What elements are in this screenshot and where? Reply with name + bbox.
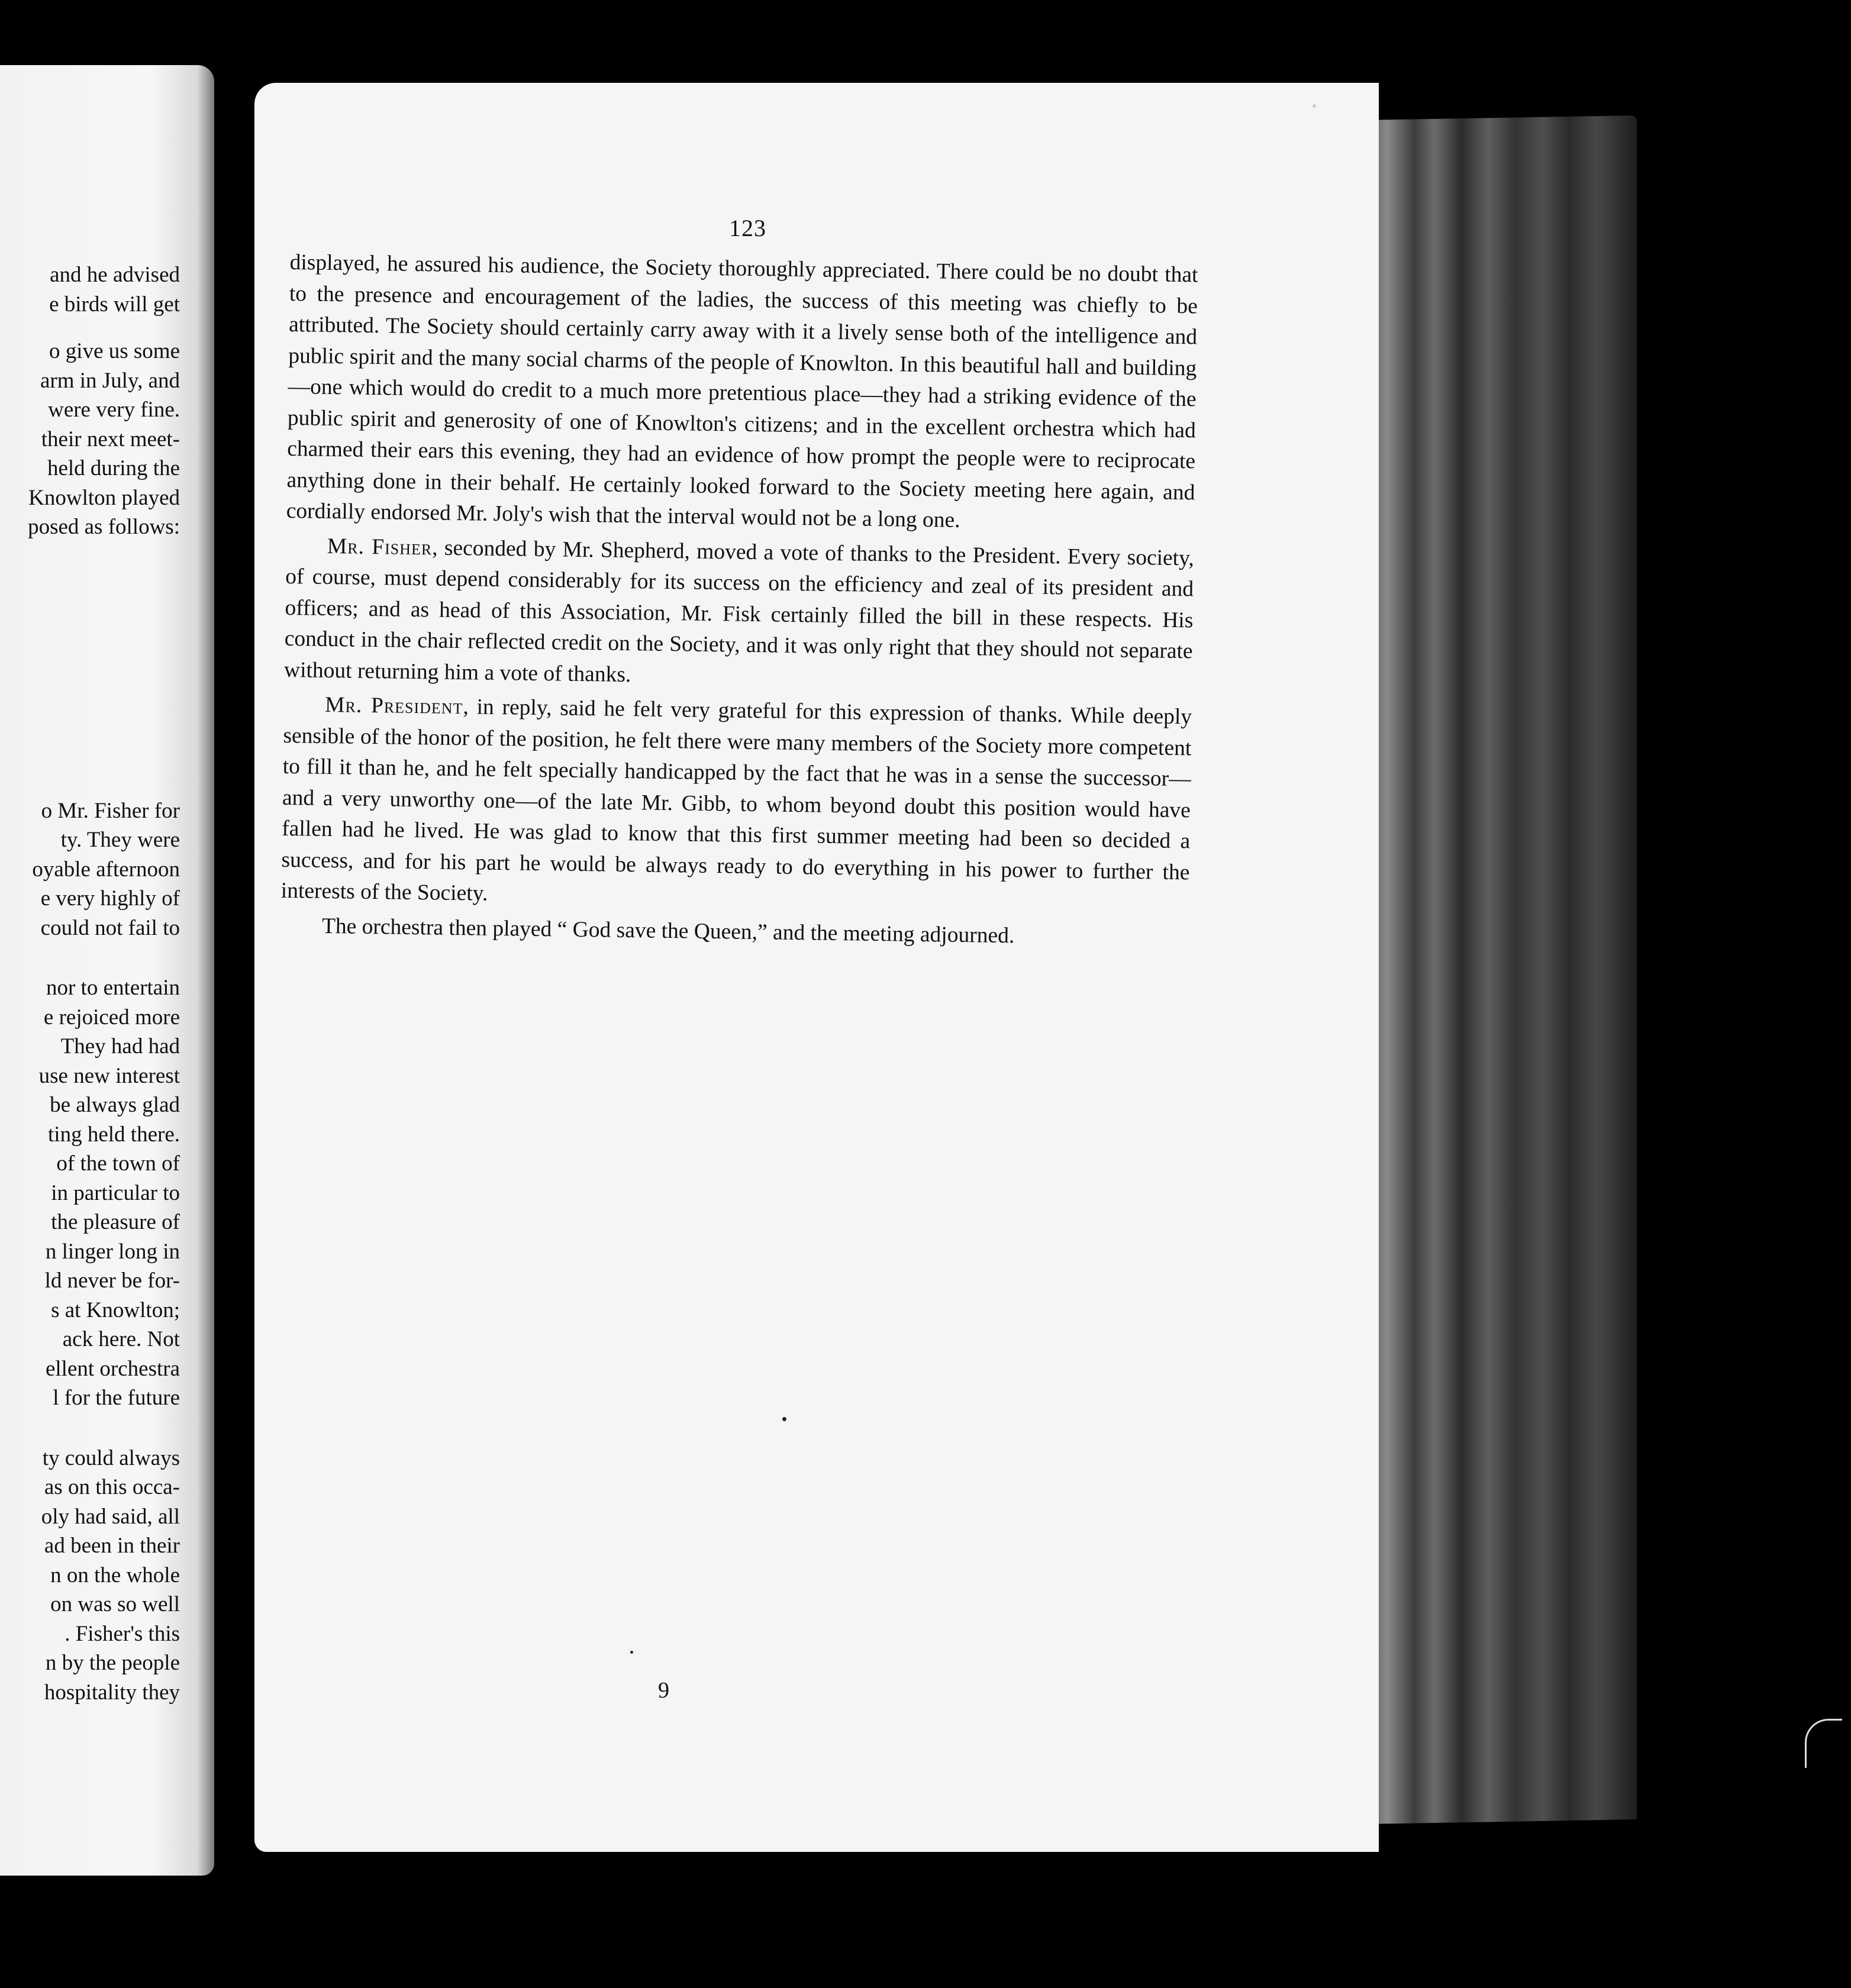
left-line: ty. They were: [60, 828, 180, 852]
left-line: s at Knowlton;: [51, 1298, 180, 1322]
left-line: ellent orchestra: [45, 1356, 180, 1381]
left-line: could not fail to: [40, 915, 180, 940]
paragraph: [280, 689, 1192, 919]
body-text: [280, 247, 1198, 954]
speaker-name: Mr. Fisher: [327, 534, 433, 560]
left-line: hospitality they: [44, 1680, 180, 1705]
paragraph-text: , in reply, said he felt very grateful for this expression of thanks. While deeply sensible of the honor of the position, he felt there were many members of the Society more competent to fill it than he, and he felt specially handicapped by the fact that he was in a sense the successor—and a very unworthy one—of the late Mr. Gibb, to whom beyond doubt this position would have fallen had he lived. He was glad to know that this first summer meeting had been so decided a success, and for his part he would be always ready to do everything in his power to further the interests of the Society.: [280, 695, 1192, 906]
left-line: posed as follows:: [28, 515, 180, 539]
left-line: l for the future: [53, 1386, 180, 1410]
left-line: arm in July, and: [40, 368, 180, 393]
left-line: o Mr. Fisher for: [41, 798, 180, 823]
left-line: Knowlton played: [28, 485, 180, 510]
book-gutter: [214, 71, 256, 1858]
left-line: ld never be for-: [44, 1269, 180, 1293]
left-line: e very highly of: [40, 886, 180, 911]
left-line: in particular to: [51, 1180, 180, 1205]
left-line: on was so well: [50, 1592, 180, 1616]
left-line: o give us some: [49, 339, 180, 363]
left-line: and he advised: [50, 263, 180, 287]
paragraph-text: , seconded by Mr. Shepherd, moved a vote of thanks to the President. Every society, of course, must depend considerably for its success on the efficiency and zeal of its president and officers; and as head of this Association, Mr. Fisk certainly filled the bill in these respects. His conduct in the chair reflected credit on the Society, and it was only right that they should not separate without returning him a vote of thanks.: [283, 535, 1195, 687]
paragraph: The orchestra then played “ God save the Queen,” and the meeting adjourned.: [321, 914, 1015, 948]
ink-speck: [782, 1417, 786, 1421]
left-line: ting held there.: [48, 1122, 180, 1147]
left-line: ack here. Not: [62, 1327, 180, 1351]
paragraph: [284, 530, 1195, 698]
signature-mark: 9: [658, 1678, 669, 1703]
left-line: as on this occa-: [44, 1475, 180, 1499]
ink-speck: [630, 1651, 633, 1654]
page-number: 123: [729, 215, 766, 241]
scan-corner-mark: [1805, 1719, 1842, 1768]
left-page: [0, 65, 214, 1876]
left-line: of the town of: [56, 1151, 180, 1176]
left-line: oyable afternoon: [32, 857, 180, 882]
left-line: n by the people: [45, 1651, 180, 1675]
speaker-name: Mr. President: [324, 692, 463, 719]
left-line: n linger long in: [45, 1239, 180, 1264]
left-line: n on the whole: [50, 1563, 180, 1587]
paragraph: displayed, he assured his audience, the Society thoroughly appreciated. There could be no doubt that to the presence and encouragement of the ladies, the success of this meeting was chiefly to be attributed. The Society should certainly carry away with it a lively sense both of the intelligence and public spirit and the many social charms of the people of Knowlton. In this beautiful hall and building—one which would do credit to a much more pretentious place—they had a striking evidence of the public spirit and generosity of one of Knowlton's citizens; and in the excellent orchestra which had charmed their ears this evening, they had an evidence of how prompt the people were to reciprocate anything done in their behalf. He certainly looked forward to the Society meeting here again, and cordially endorsed Mr. Joly's wish that the interval would not be a long one.: [286, 250, 1198, 532]
left-line: oly had said, all: [41, 1504, 180, 1529]
left-line: were very fine.: [48, 398, 180, 422]
left-line: their next meet-: [41, 427, 180, 451]
left-line: ad been in their: [44, 1534, 180, 1558]
ink-speck: [1313, 104, 1316, 108]
left-page-text-column: [0, 260, 180, 1707]
left-line: be always glad: [50, 1093, 180, 1117]
left-line: e birds will get: [49, 292, 180, 317]
left-line: use new interest: [38, 1063, 180, 1088]
left-line: ty could always: [42, 1445, 180, 1470]
left-line: the pleasure of: [51, 1210, 180, 1234]
left-line: nor to entertain: [46, 976, 180, 1000]
left-line: They had had: [60, 1034, 180, 1058]
left-line: . Fisher's this: [65, 1621, 180, 1646]
left-line: e rejoiced more: [43, 1005, 180, 1030]
left-line: held during the: [47, 456, 180, 480]
